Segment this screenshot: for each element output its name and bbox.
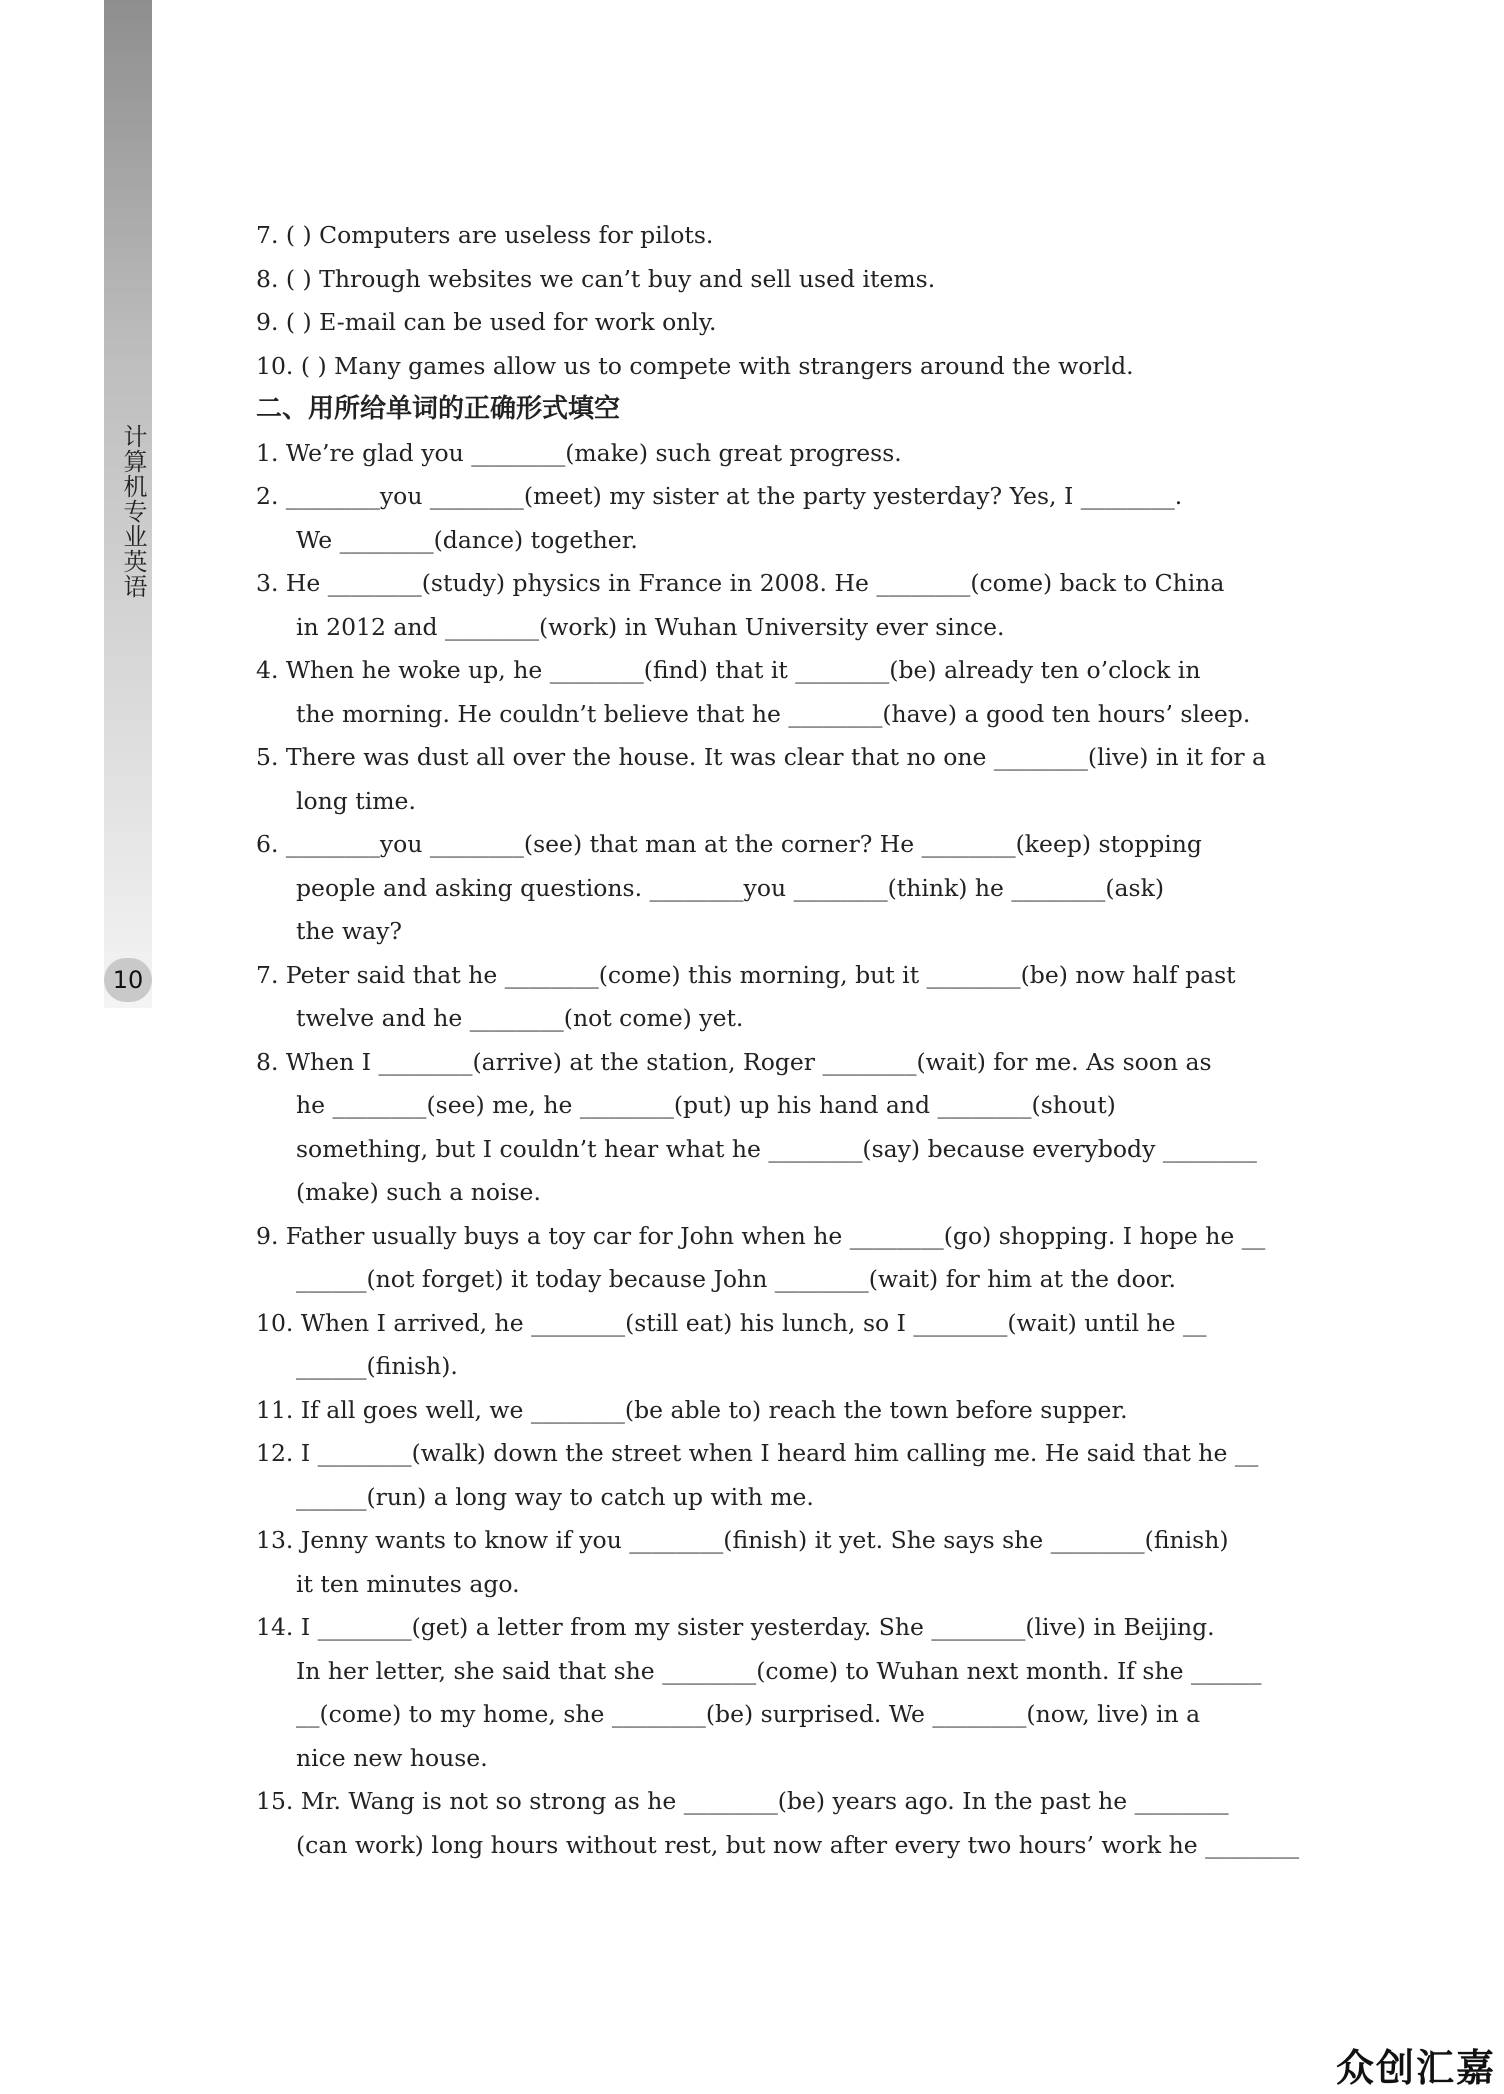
fill-line: 11. If all goes well, we ________(be able to) reach the town before supper.	[256, 1395, 1128, 1424]
fill-line: long time.	[296, 786, 416, 815]
exercise-content	[256, 214, 1301, 1867]
fill-line: it ten minutes ago.	[296, 1569, 520, 1598]
fill-line: 14. I ________(get) a letter from my sister yesterday. She ________(live) in Beijing.	[256, 1613, 1215, 1641]
fill-line: 15. Mr. Wang is not so strong as he ________(be) years ago. In the past he ________	[256, 1787, 1229, 1815]
fill-line: 7. Peter said that he ________(come) this morning, but it ________(be) now half past	[256, 960, 1236, 989]
fill-line: nice new house.	[296, 1743, 488, 1772]
fill-line: 2. ________you ________(meet) my sister at the party yesterday? Yes, I ________.	[256, 482, 1183, 510]
fill-line: 4. When he woke up, he ________(find) that it ________(be) already ten o’clock in	[256, 656, 1201, 684]
fill-line: people and asking questions. ________you ________(think) he ________(ask)	[296, 873, 1165, 902]
fill-line: 5. There was dust all over the house. It was clear that no one ________(live) in it for a	[256, 743, 1267, 771]
fill-line: 1. We’re glad you ________(make) such great progress.	[256, 438, 902, 467]
fill-line: ______(not forget) it today because John ________(wait) for him at the door.	[296, 1265, 1176, 1293]
fill-line: In her letter, she said that she ________(come) to Wuhan next month. If she ______	[296, 1656, 1262, 1685]
fill-line: 12. I ________(walk) down the street when I heard him calling me. He said that he __	[256, 1439, 1259, 1467]
page-number-badge: 10	[104, 958, 152, 1002]
fill-line: 8. When I ________(arrive) at the station, Roger ________(wait) for me. As soon as	[256, 1047, 1212, 1076]
fill-line: 9. Father usually buys a toy car for John when he ________(go) shopping. I hope he __	[256, 1221, 1266, 1250]
fill-line: the morning. He couldn’t believe that he ________(have) a good ten hours’ sleep.	[296, 699, 1251, 728]
fill-line: 3. He ________(study) physics in France in 2008. He ________(come) back to China	[256, 569, 1225, 597]
fill-line: 6. ________you ________(see) that man at the corner? He ________(keep) stopping	[256, 830, 1202, 858]
tf-item-9: 9. ( ) E-mail can be used for work only.	[256, 308, 717, 336]
fill-line: __(come) to my home, she ________(be) surprised. We ________(now, live) in a	[296, 1700, 1201, 1728]
fill-line: ______(finish).	[296, 1352, 458, 1380]
watermark-logo: 众创汇嘉	[1335, 2046, 1496, 2090]
tf-item-10: 10. ( ) Many games allow us to compete with strangers around the world.	[256, 351, 1134, 380]
fill-line: he ________(see) me, he ________(put) up his hand and ________(shout)	[296, 1091, 1116, 1119]
fill-line: 10. When I arrived, he ________(still eat) his lunch, so I ________(wait) until he __	[256, 1308, 1207, 1337]
fill-line: (make) such a noise.	[296, 1178, 541, 1206]
fill-line: (can work) long hours without rest, but now after every two hours’ work he ________	[296, 1830, 1300, 1859]
fill-line: twelve and he ________(not come) yet.	[296, 1004, 744, 1032]
fill-line: something, but I couldn’t hear what he ________(say) because everybody ________	[296, 1134, 1257, 1163]
section-heading: 二、用所给单词的正确形式填空	[256, 394, 621, 424]
tf-item-7: 7. ( ) Computers are useless for pilots.	[256, 221, 714, 249]
fill-line: 13. Jenny wants to know if you ________(finish) it yet. She says she ________(finish)	[256, 1526, 1229, 1554]
fill-line: ______(run) a long way to catch up with me.	[296, 1482, 814, 1511]
sidebar-book-title: 计算机专业英语	[119, 424, 147, 599]
fill-line: We ________(dance) together.	[296, 525, 638, 554]
fill-line: the way?	[296, 917, 402, 945]
tf-item-8: 8. ( ) Through websites we can’t buy and sell used items.	[256, 264, 936, 293]
fill-line: in 2012 and ________(work) in Wuhan University ever since.	[296, 612, 1005, 641]
